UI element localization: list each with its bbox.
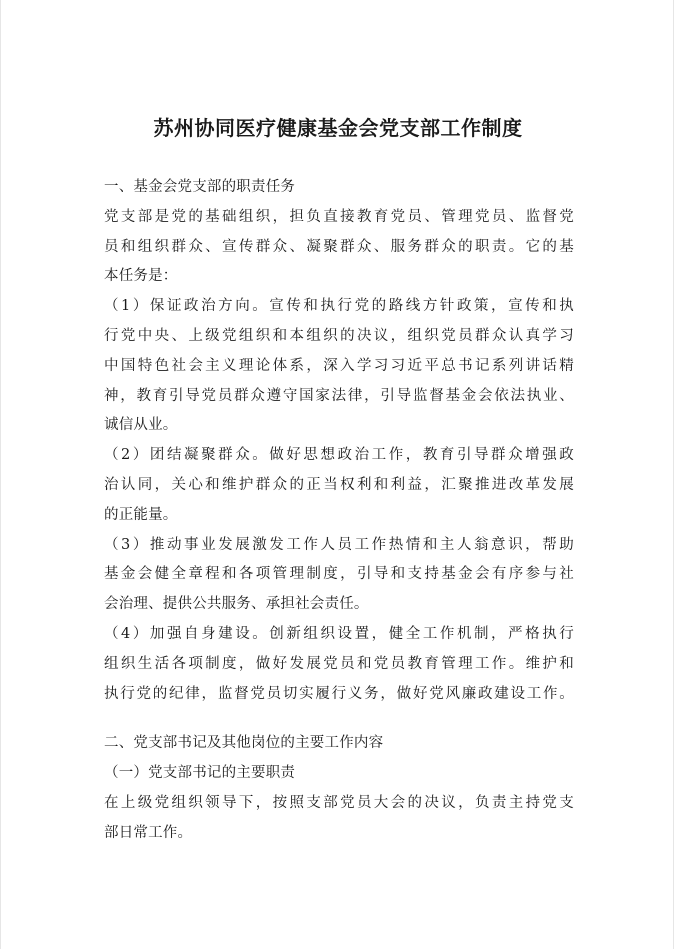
paragraph-line: 部日常工作。: [104, 824, 193, 841]
section-heading: 一、基金会党支部的职责任务: [104, 179, 296, 195]
section-heading: 二、党支部书记及其他岗位的主要工作内容: [104, 735, 384, 752]
paragraph-line: 在上级党组织领导下，按照支部党员大会的决议，负责主持党支: [104, 794, 574, 811]
list-item-line: （1）保证政治方向。宣传和执行党的路线方针政策，宣传和执: [104, 298, 574, 315]
paragraph-line: 员和组织群众、宣传群众、凝聚群众、服务群众的职责。它的基: [104, 238, 574, 255]
paragraph-line: 本任务是：: [104, 268, 178, 285]
list-item-line: 治认同，关心和维护群众的正当权利和利益，汇聚推进改革发展: [104, 476, 574, 493]
document-body: [104, 173, 574, 849]
list-item-line: 会治理、提供公共服务、承担社会责任。: [104, 596, 369, 613]
list-item-line: 神，教育引导党员群众遵守国家法律，引导监督基金会依法执业、: [104, 387, 574, 404]
list-item-line: （4）加强自身建设。创新组织设置，健全工作机制，严格执行: [104, 625, 574, 642]
list-item-line: 的正能量。: [104, 506, 178, 523]
subsection-heading: （一）党支部书记的主要职责: [104, 765, 296, 782]
document-title: 苏州协同医疗健康基金会党支部工作制度: [153, 116, 523, 140]
list-item-line: （2）团结凝聚群众。做好思想政治工作，教育引导群众增强政: [104, 447, 574, 464]
list-item-line: 组织生活各项制度，做好发展党员和党员教育管理工作。维护和: [104, 655, 574, 672]
list-item-line: （3）推动事业发展激发工作人员工作热情和主人翁意识，帮助: [104, 536, 574, 553]
list-item-line: 基金会健全章程和各项管理制度，引导和支持基金会有序参与社: [104, 566, 574, 583]
list-item-line: 执行党的纪律，监督党员切实履行义务，做好党风廉政建设工作。: [104, 685, 574, 702]
list-item-line: 行党中央、上级党组织和本组织的决议，组织党员群众认真学习: [104, 327, 574, 344]
list-item-line: 诚信从业。: [104, 417, 178, 434]
list-item-line: 中国特色社会主义理论体系，深入学习习近平总书记系列讲话精: [104, 357, 574, 374]
paragraph-line: 党支部是党的基础组织，担负直接教育党员、管理党员、监督党: [104, 208, 574, 225]
section-spacer: [104, 709, 574, 729]
